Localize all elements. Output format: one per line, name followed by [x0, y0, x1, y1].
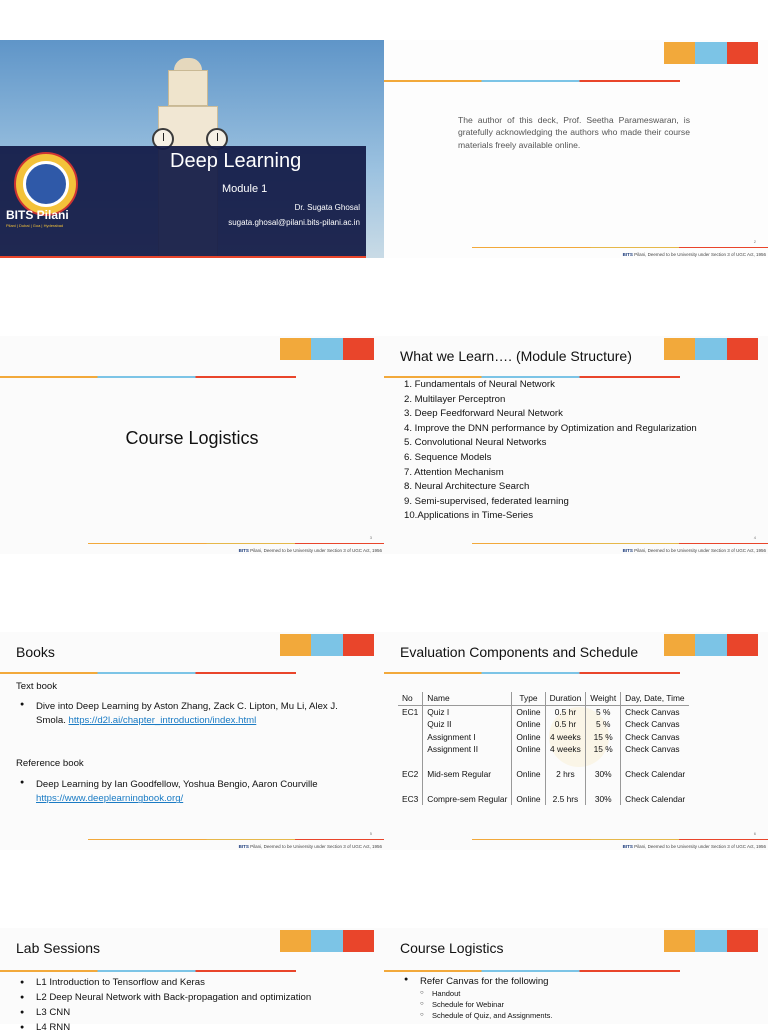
footer-rest: Pilani, Deemed to be University under Section 3 of UGC Act, 1956 — [248, 844, 382, 849]
footer-text — [239, 548, 382, 553]
table-row — [398, 768, 689, 781]
table-spacer-row — [398, 781, 689, 793]
table-cell: Assignment I — [423, 731, 512, 744]
table-cell: 0.5 hr — [545, 705, 586, 718]
lab-list — [16, 975, 376, 1035]
slide-heading: Evaluation Components and Schedule — [400, 644, 639, 660]
list-item: 8. Neural Architecture Search — [404, 481, 530, 493]
table-cell: 2 hrs — [545, 768, 586, 781]
header-logo-band — [664, 42, 758, 64]
table-row — [398, 718, 689, 731]
acknowledgement-text: The author of this deck, Prof. Seetha Parameswaran, is gratefully acknowledging the authors who made their course materials freely available online. — [458, 115, 690, 150]
table-cell: Online — [512, 718, 545, 731]
footer-text — [623, 844, 766, 849]
footer-text — [239, 844, 382, 849]
tower-top — [168, 70, 208, 106]
list-item: 4. Improve the DNN performance by Optimization and Regularization — [404, 422, 697, 434]
evaluation-table — [398, 692, 689, 805]
table-cell: 2.5 hrs — [545, 793, 586, 806]
logo-subtitle: Pilani | Dubai | Goa | Hyderabad — [6, 223, 64, 228]
list-item — [16, 700, 366, 729]
page-number: 3 — [369, 535, 372, 540]
table-cell: Online — [512, 743, 545, 756]
footer-divider — [472, 247, 768, 248]
footer-text — [623, 252, 766, 257]
author-email: sugata.ghosal@pilani.bits-pilani.ac.in — [228, 218, 360, 227]
column-header: Duration — [545, 692, 586, 705]
table-cell: EC3 — [402, 793, 419, 804]
header-divider — [0, 672, 296, 674]
table-spacer-row — [398, 756, 689, 768]
table-row — [398, 731, 689, 744]
text-book-list — [16, 700, 366, 729]
table-cell: 30% — [586, 793, 621, 806]
list-item: 5. Convolutional Neural Networks — [404, 437, 547, 449]
list-item — [16, 778, 366, 807]
header-logo-band — [280, 634, 374, 656]
text-book-title: Dive into Deep Learning by Aston Zhang, Zack C. Lipton, Mu Li, Alex J. Smola. — [36, 701, 338, 727]
column-header: Day, Date, Time — [621, 692, 690, 705]
table-cell: Assignment II — [423, 743, 512, 756]
sub-list-item: ○ Schedule for Webinar — [420, 1000, 760, 1011]
table-cell: Check Calendar — [621, 768, 690, 781]
table-cell: Compre-sem Regular — [423, 793, 512, 806]
list-item — [400, 975, 760, 1022]
slide-heading: Books — [16, 644, 55, 660]
header-divider — [0, 970, 296, 972]
footer-brand: BITS — [622, 844, 633, 849]
table-cell: Check Canvas — [621, 705, 690, 718]
list-item: ● L2 Deep Neural Network with Back-propagation and optimization — [16, 990, 376, 1005]
header-logo-band — [664, 930, 758, 952]
page-number: 4 — [753, 535, 756, 540]
table-cell: 15 % — [586, 743, 621, 756]
text-book-link[interactable]: https://d2l.ai/chapter_introduction/index.html — [68, 715, 257, 727]
table-cell: Online — [512, 793, 545, 806]
column-header: Weight — [586, 692, 621, 705]
list-item: 6. Sequence Models — [404, 451, 492, 463]
header-logo-band — [664, 634, 758, 656]
footer-rest: Pilani, Deemed to be University under Section 3 of UGC Act, 1956 — [248, 548, 382, 553]
footer-divider — [88, 839, 384, 840]
list-item: 1. Fundamentals of Neural Network — [404, 379, 555, 390]
table-cell: Online — [512, 705, 545, 718]
header-logo-band — [280, 930, 374, 952]
table-cell: EC2 — [402, 768, 419, 779]
sub-list-item: ○ Handout — [420, 989, 760, 1000]
sub-list-item: ○ Schedule of Quiz, and Assignments. — [420, 1011, 760, 1022]
table-cell: Online — [512, 731, 545, 744]
column-header: Name — [423, 692, 512, 705]
slide-heading: Course Logistics — [400, 940, 504, 956]
table-cell: 4 weeks — [545, 731, 586, 744]
column-header: No — [398, 692, 423, 705]
slide-heading: Lab Sessions — [16, 940, 101, 956]
page-number: 2 — [753, 239, 756, 244]
module-label: Module 1 — [222, 183, 268, 195]
table-cell: Online — [512, 768, 545, 781]
table-header-row — [398, 692, 689, 705]
footer-brand: BITS — [238, 844, 249, 849]
reference-book-heading: Reference book — [16, 758, 84, 769]
text-book-heading: Text book — [16, 681, 58, 692]
table-cell: EC1 — [402, 706, 419, 717]
table-cell — [398, 718, 423, 731]
slide-course-logistics-title[interactable] — [0, 336, 384, 554]
footer-rest: Pilani, Deemed to be University under Section 3 of UGC Act, 1956 — [632, 548, 766, 553]
footer-divider — [472, 543, 768, 544]
list-item: 7. Attention Mechanism — [404, 466, 504, 478]
slide-module-structure[interactable] — [384, 336, 768, 554]
panel-stripe — [0, 256, 366, 258]
table-cell: 4 weeks — [545, 743, 586, 756]
logistics-list — [400, 975, 760, 1022]
list-item: ● L1 Introduction to Tensorflow and Keras — [16, 975, 376, 990]
slide-course-logistics[interactable] — [384, 928, 768, 1024]
footer-rest: Pilani, Deemed to be University under Section 3 of UGC Act, 1956 — [632, 844, 766, 849]
footer-brand: BITS — [238, 548, 249, 553]
table-cell: 5 % — [586, 705, 621, 718]
footer-text — [623, 548, 766, 553]
table-row — [398, 705, 689, 718]
footer-divider — [472, 839, 768, 840]
bits-emblem-icon — [14, 152, 78, 216]
slide-evaluation[interactable] — [384, 632, 768, 850]
list-item: ● L4 RNN — [16, 1020, 376, 1035]
table-cell: Mid-sem Regular — [423, 768, 512, 781]
header-logo-band — [664, 338, 758, 360]
table-row — [398, 793, 689, 806]
table-row — [398, 743, 689, 756]
table-cell: Check Canvas — [621, 743, 690, 756]
table-cell: Check Canvas — [621, 731, 690, 744]
table-cell: 15 % — [586, 731, 621, 744]
table-cell: 0.5 hr — [545, 718, 586, 731]
header-divider — [384, 970, 680, 972]
table-cell — [398, 743, 423, 756]
reference-book-link[interactable]: https://www.deeplearningbook.org/ — [36, 793, 184, 805]
footer-rest: Pilani, Deemed to be University under Section 3 of UGC Act, 1956 — [632, 252, 766, 257]
column-header: Type — [512, 692, 545, 705]
table-cell: Check Calendar — [621, 793, 690, 806]
slide-books[interactable] — [0, 632, 384, 850]
logistics-sub-list — [420, 989, 760, 1022]
table-cell: 30% — [586, 768, 621, 781]
module-list — [404, 378, 697, 524]
slide-heading: What we Learn…. (Module Structure) — [400, 348, 632, 364]
list-item: ● L3 CNN — [16, 1005, 376, 1020]
page-number: 5 — [369, 831, 372, 836]
footer-divider — [88, 543, 384, 544]
table-cell: Check Canvas — [621, 718, 690, 731]
table-cell: 5 % — [586, 718, 621, 731]
logistics-item: Refer Canvas for the following — [420, 976, 549, 987]
slide-title-deck[interactable] — [0, 40, 384, 258]
reference-book-title: Deep Learning by Ian Goodfellow, Yoshua Bengio, Aaron Courville — [36, 779, 318, 790]
header-divider — [0, 376, 296, 378]
logo-name: BITS Pilani — [6, 208, 69, 222]
page-number: 6 — [753, 831, 756, 836]
list-item: 2. Multilayer Perceptron — [404, 393, 506, 405]
slide-lab-sessions[interactable] — [0, 928, 384, 1033]
footer-brand: BITS — [622, 252, 633, 257]
table-cell: Quiz II — [423, 718, 512, 731]
author-name: Dr. Sugata Ghosal — [294, 203, 360, 212]
header-logo-band — [280, 338, 374, 360]
table-cell — [398, 731, 423, 744]
reference-book-list — [16, 778, 366, 807]
header-divider — [384, 80, 680, 82]
table-cell: Quiz I — [423, 705, 512, 718]
footer-brand: BITS — [622, 548, 633, 553]
list-item: 9. Semi-supervised, federated learning — [404, 495, 569, 507]
list-item: 3. Deep Feedforward Neural Network — [404, 408, 563, 420]
deck-title: Deep Learning — [170, 150, 302, 172]
list-item: 10.Applications in Time-Series — [404, 510, 534, 522]
slide-acknowledgement[interactable] — [384, 40, 768, 258]
section-title: Course Logistics — [125, 428, 259, 448]
header-divider — [384, 672, 680, 674]
